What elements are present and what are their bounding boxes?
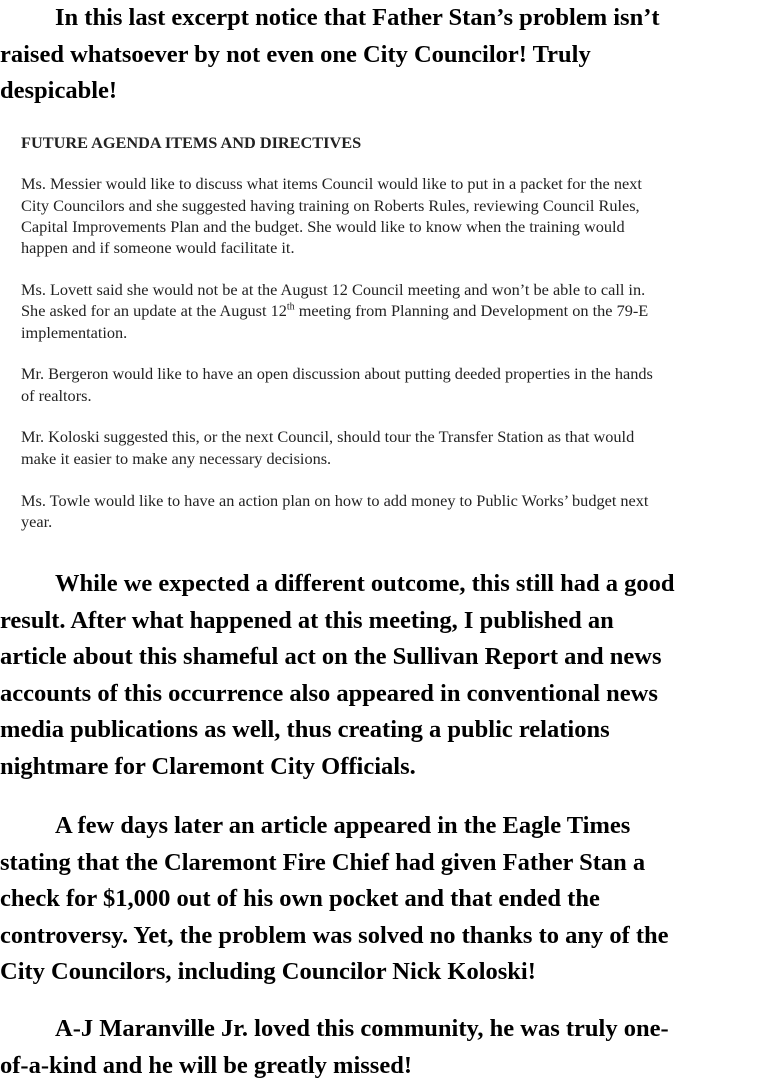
text-segment: She asked for an update at the August 12: [21, 301, 287, 320]
intro-paragraph: [0, 0, 660, 110]
text-line: A few days later an article appeared in the Eagle Times: [0, 808, 669, 845]
text-line: despicable!: [0, 73, 660, 110]
text-line: Ms. Lovett said she would not be at the August 12 Council meeting and won’t be able to call in.: [21, 279, 653, 300]
tribute-paragraph: [0, 1011, 669, 1084]
excerpt-item-bergeron: [21, 363, 653, 406]
text-line: accounts of this occurrence also appeared in conventional news: [0, 676, 675, 713]
text-line: media publications as well, thus creating a public relations: [0, 712, 675, 749]
text-line: controversy. Yet, the problem was solved no thanks to any of the: [0, 918, 669, 955]
outcome-paragraph: [0, 566, 675, 785]
fire-chief-paragraph: [0, 808, 669, 991]
text-line: In this last excerpt notice that Father Stan’s problem isn’t: [0, 0, 660, 37]
text-line: City Councilors and she suggested having training on Roberts Rules, reviewing Council Rules,: [21, 195, 653, 216]
meeting-minutes-excerpt: [21, 132, 653, 553]
excerpt-item-messier: [21, 173, 653, 258]
superscript: th: [287, 302, 295, 313]
text-line: A-J Maranville Jr. loved this community, he was truly one-: [0, 1011, 669, 1048]
excerpt-heading: FUTURE AGENDA ITEMS AND DIRECTIVES: [21, 132, 653, 153]
text-line: City Councilors, including Councilor Nick Koloski!: [0, 954, 669, 991]
text-line: article about this shameful act on the Sullivan Report and news: [0, 639, 675, 676]
text-line: Mr. Bergeron would like to have an open discussion about putting deeded properties in the hands: [21, 363, 653, 384]
excerpt-item-towle: [21, 490, 653, 533]
text-line: make it easier to make any necessary decisions.: [21, 448, 653, 469]
text-line: of realtors.: [21, 385, 653, 406]
text-line: Ms. Towle would like to have an action plan on how to add money to Public Works’ budget next: [21, 490, 653, 511]
text-line: [21, 300, 653, 321]
text-line: stating that the Claremont Fire Chief had given Father Stan a: [0, 845, 669, 882]
excerpt-item-lovett: [21, 279, 653, 343]
text-line: Ms. Messier would like to discuss what items Council would like to put in a packet for the next: [21, 173, 653, 194]
excerpt-item-koloski: [21, 426, 653, 469]
text-segment: meeting from Planning and Development on the 79-E: [295, 301, 649, 320]
text-line: implementation.: [21, 322, 653, 343]
text-line: raised whatsoever by not even one City Councilor! Truly: [0, 37, 660, 74]
text-line: nightmare for Claremont City Officials.: [0, 749, 675, 786]
text-line: result. After what happened at this meeting, I published an: [0, 603, 675, 640]
text-line: year.: [21, 511, 653, 532]
text-line: While we expected a different outcome, this still had a good: [0, 566, 675, 603]
text-line: check for $1,000 out of his own pocket and that ended the: [0, 881, 669, 918]
text-line: Mr. Koloski suggested this, or the next Council, should tour the Transfer Station as that would: [21, 426, 653, 447]
text-line: of-a-kind and he will be greatly missed!: [0, 1048, 669, 1084]
text-line: happen and if someone would facilitate it.: [21, 237, 653, 258]
text-line: Capital Improvements Plan and the budget. She would like to know when the training would: [21, 216, 653, 237]
